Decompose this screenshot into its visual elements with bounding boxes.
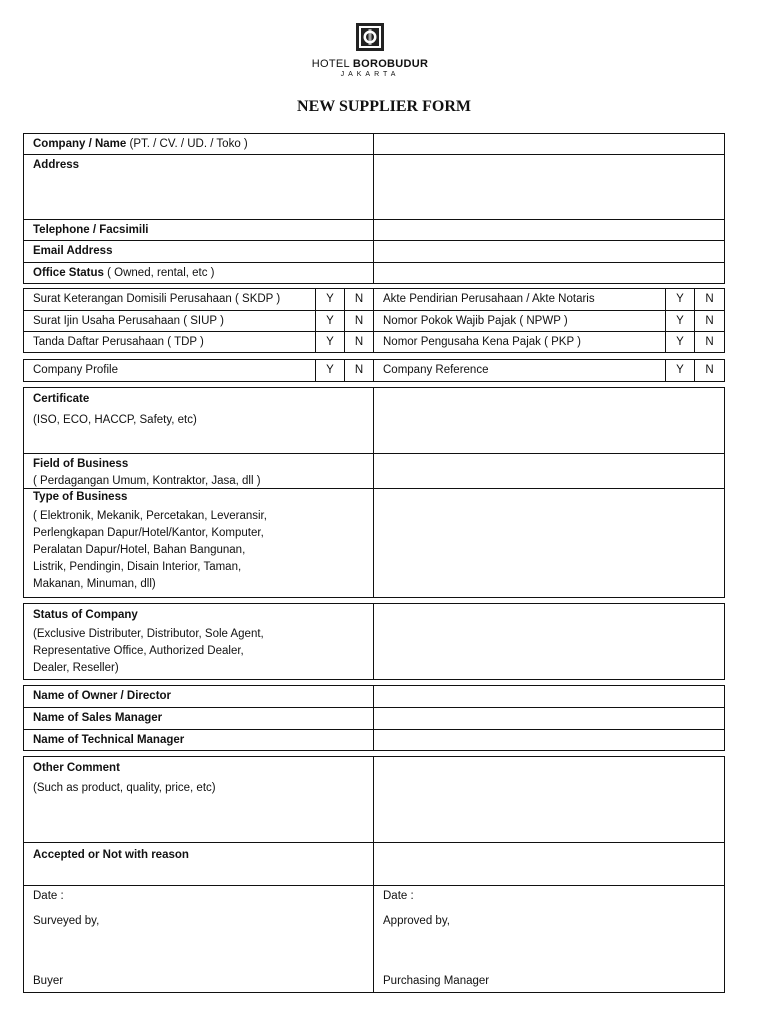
technical-manager-field[interactable] xyxy=(374,730,724,750)
no-option[interactable]: N xyxy=(705,336,714,348)
telephone-field[interactable] xyxy=(374,220,724,240)
yes-option[interactable]: Y xyxy=(666,311,695,331)
company-profile-label: Company Profile xyxy=(24,360,316,381)
document-row xyxy=(24,310,724,331)
yes-option[interactable]: Y xyxy=(666,332,695,352)
document-label: Akte Pendirian Perusahaan / Akte Notaris xyxy=(374,289,666,310)
owner-label: Name of Owner / Director xyxy=(24,686,374,707)
yes-option[interactable]: Y xyxy=(316,332,345,352)
approved-date-label: Date : xyxy=(383,890,414,902)
no-option[interactable]: N xyxy=(345,360,374,381)
yes-option[interactable]: Y xyxy=(316,289,345,310)
comments-signatures-table xyxy=(23,756,725,993)
document-label: Surat Keterangan Domisili Perusahaan ( SKDP ) xyxy=(24,289,316,310)
accepted-row xyxy=(24,842,724,885)
company-name-field[interactable] xyxy=(374,134,724,154)
business-table xyxy=(23,387,725,598)
type-of-business-row xyxy=(24,488,724,597)
address-row xyxy=(24,154,724,219)
other-comment-label: Other Comment (Such as product, quality, price, etc) xyxy=(24,757,374,842)
status-table xyxy=(23,603,725,680)
document-row xyxy=(24,331,724,352)
surveyed-by-label: Surveyed by, xyxy=(33,915,100,927)
approved-by-label: Approved by, xyxy=(383,915,450,927)
company-details-table xyxy=(23,133,725,284)
office-status-label: Office Status ( Owned, rental, etc ) xyxy=(24,263,374,283)
hotel-name: HOTEL BOROBUDUR xyxy=(311,58,429,70)
yes-option[interactable]: Y xyxy=(316,311,345,331)
owner-field[interactable] xyxy=(374,686,724,707)
no-option[interactable]: N xyxy=(345,289,374,310)
yes-option[interactable]: Y xyxy=(666,360,695,381)
document-label: Nomor Pengusaha Kena Pajak ( PKP ) xyxy=(374,332,666,352)
certificate-label: Certificate (ISO, ECO, HACCP, Safety, etc) xyxy=(24,388,374,453)
buyer-label: Buyer xyxy=(33,975,64,987)
approved-signature-block[interactable] xyxy=(374,886,724,992)
sales-manager-label: Name of Sales Manager xyxy=(24,708,374,729)
form-title: NEW SUPPLIER FORM xyxy=(297,98,471,115)
company-reference-label: Company Reference xyxy=(374,360,666,381)
signature-row xyxy=(24,885,724,992)
accepted-label: Accepted or Not with reason xyxy=(24,843,374,885)
type-of-business-field[interactable] xyxy=(374,489,724,597)
purchasing-manager-label: Purchasing Manager xyxy=(383,975,490,987)
telephone-row xyxy=(24,219,724,240)
document-label: Surat Ijin Usaha Perusahaan ( SIUP ) xyxy=(24,311,316,331)
email-label: Email Address xyxy=(24,241,374,262)
certificate-field[interactable] xyxy=(374,388,724,453)
sales-manager-field[interactable] xyxy=(374,708,724,729)
owner-row xyxy=(24,686,724,707)
technical-manager-label: Name of Technical Manager xyxy=(24,730,374,750)
status-of-company-label: Status of Company (Exclusive Distributer, Distributor, Sole Agent, Representative Office, Authorized Dealer, Dealer, Reseller) xyxy=(24,604,374,679)
type-of-business-label: Type of Business ( Elektronik, Mekanik, Percetakan, Leveransir, Perlengkapan Dapur/Hotel/Kantor, Komputer, Peralatan Dapur/Hotel, Bahan Bangunan, Listrik, Pendingin, Disain Interior, Taman, Makanan, Minuman, dll) xyxy=(24,489,374,597)
surveyed-signature-block[interactable] xyxy=(24,886,374,992)
yes-option[interactable]: Y xyxy=(316,360,345,381)
borobudur-emblem-icon xyxy=(353,20,387,54)
no-option[interactable]: N xyxy=(705,315,714,327)
status-of-company-row xyxy=(24,604,724,679)
no-option[interactable]: N xyxy=(345,332,374,352)
profile-table xyxy=(23,359,725,382)
hotel-logo xyxy=(300,18,440,90)
technical-manager-row xyxy=(24,729,724,750)
document-label: Tanda Daftar Perusahaan ( TDP ) xyxy=(24,332,316,352)
email-row xyxy=(24,240,724,262)
certificate-row xyxy=(24,388,724,453)
document-row xyxy=(24,289,724,310)
address-field[interactable] xyxy=(374,155,724,219)
field-of-business-row xyxy=(24,453,724,488)
field-of-business-label: Field of Business ( Perdagangan Umum, Kontraktor, Jasa, dll ) xyxy=(24,454,374,488)
surveyed-date-label: Date : xyxy=(33,890,64,902)
company-name-row xyxy=(24,134,724,154)
accepted-field[interactable] xyxy=(374,843,724,885)
office-status-row xyxy=(24,262,724,283)
sales-manager-row xyxy=(24,707,724,729)
status-of-company-field[interactable] xyxy=(374,604,724,679)
company-name-label: Company / Name (PT. / CV. / UD. / Toko ) xyxy=(24,134,374,154)
field-of-business-field[interactable] xyxy=(374,454,724,488)
people-table xyxy=(23,685,725,751)
yes-option[interactable]: Y xyxy=(666,289,695,310)
telephone-label: Telephone / Facsimili xyxy=(24,220,374,240)
office-status-field[interactable] xyxy=(374,263,724,283)
email-field[interactable] xyxy=(374,241,724,262)
no-option[interactable]: N xyxy=(705,364,714,376)
other-comment-field[interactable] xyxy=(374,757,724,842)
other-comment-row xyxy=(24,757,724,842)
no-option[interactable]: N xyxy=(705,293,714,305)
profile-row xyxy=(24,360,724,381)
hotel-city: JAKARTA xyxy=(340,71,400,78)
no-option[interactable]: N xyxy=(345,311,374,331)
address-label: Address xyxy=(24,155,374,219)
documents-table xyxy=(23,288,725,353)
document-label: Nomor Pokok Wajib Pajak ( NPWP ) xyxy=(374,311,666,331)
